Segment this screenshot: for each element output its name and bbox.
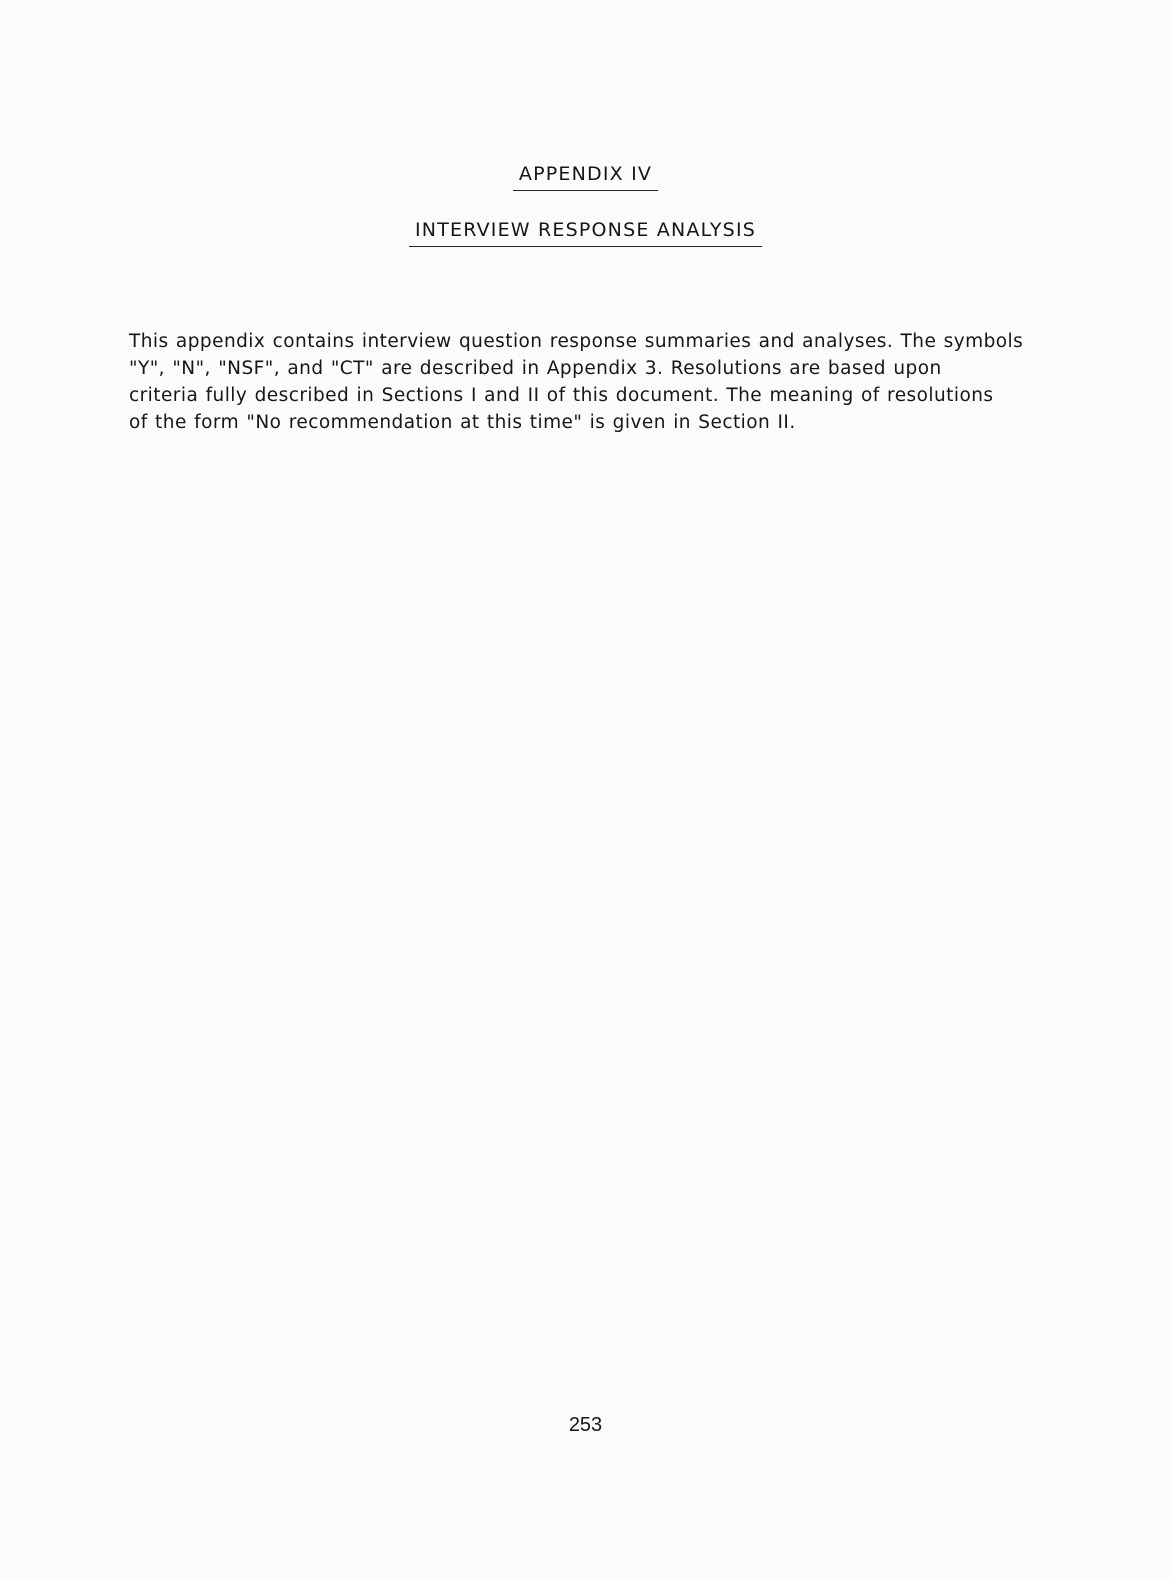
- section-title-text: INTERVIEW RESPONSE ANALYSIS: [409, 218, 762, 247]
- intro-line: "Y", "N", "NSF", and "CT" are described in Appendix 3. Resolutions are based upon: [129, 358, 942, 379]
- intro-line: of the form "No recommendation at this time" is given in Section II.: [129, 412, 796, 433]
- page-number: 253: [568, 1414, 603, 1436]
- section-title: [0, 218, 1171, 247]
- intro-line: This appendix contains interview question response summaries and analyses. The symbols: [129, 331, 1024, 352]
- appendix-title-text: APPENDIX IV: [513, 162, 658, 191]
- appendix-title: [0, 162, 1171, 191]
- intro-paragraph: [129, 328, 1044, 436]
- intro-line: criteria fully described in Sections I and II of this document. The meaning of resolutions: [129, 385, 994, 406]
